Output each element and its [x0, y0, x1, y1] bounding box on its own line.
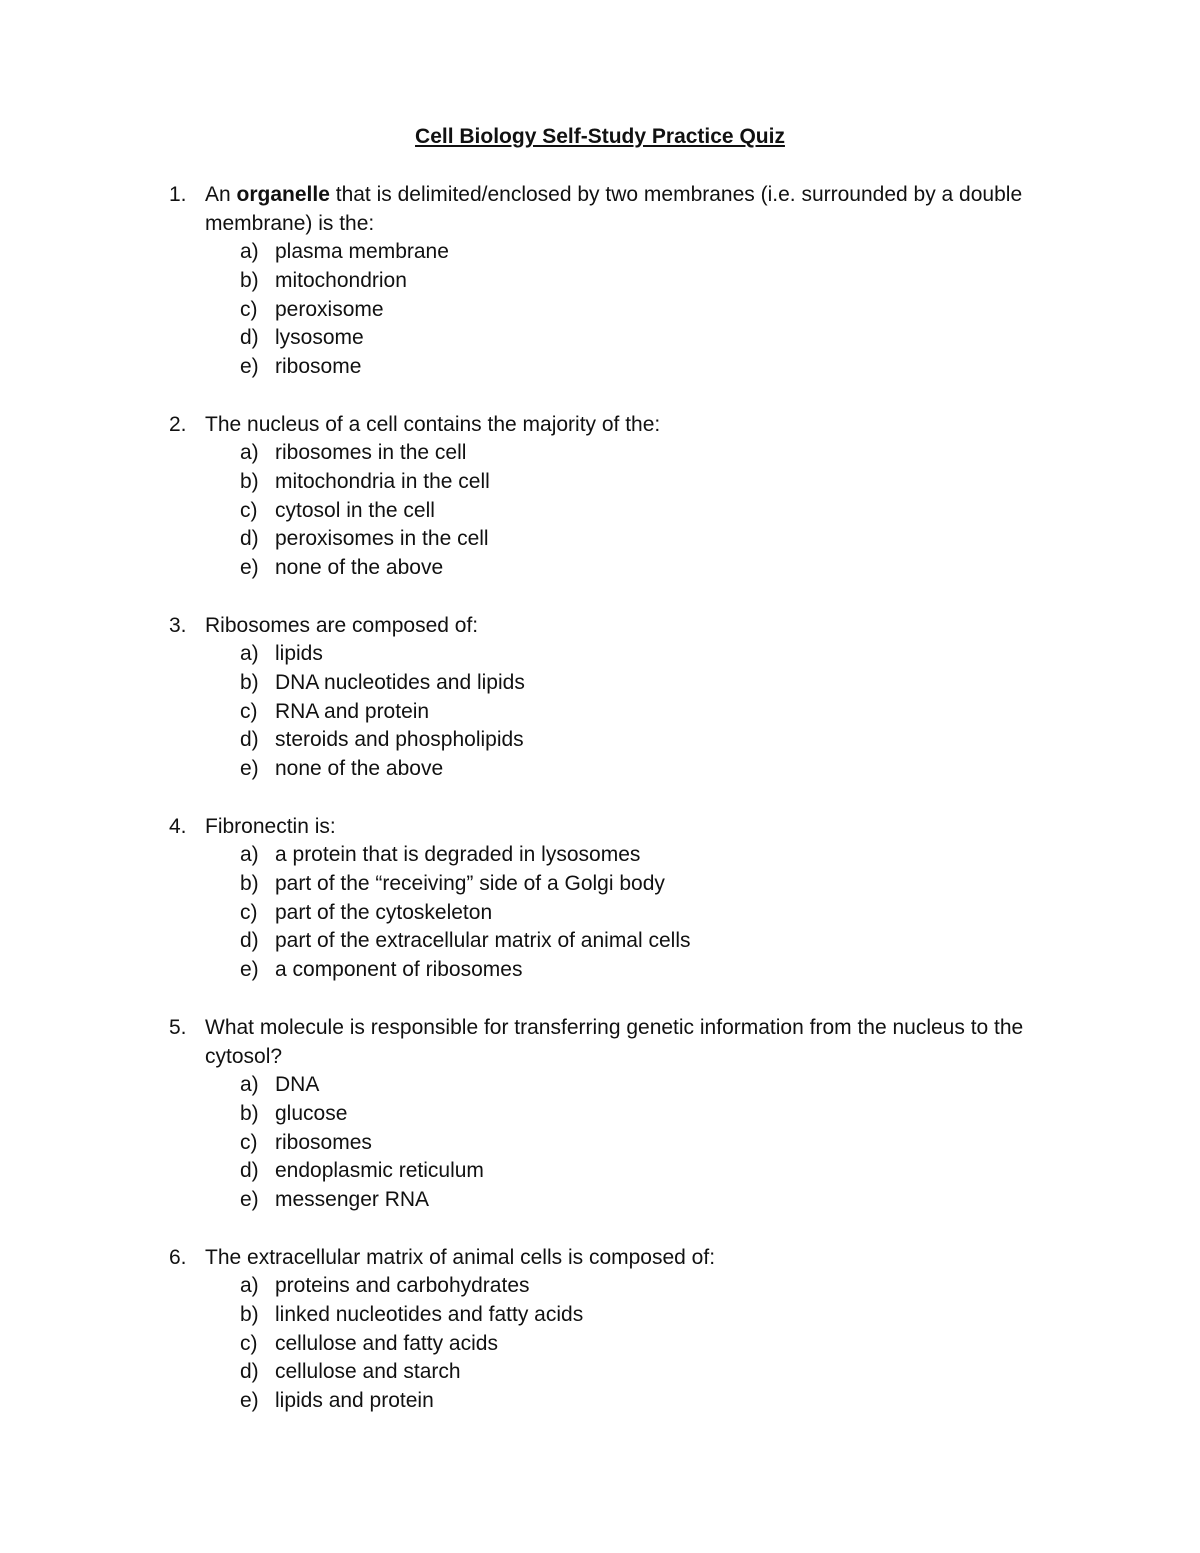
- option-text: peroxisome: [275, 297, 384, 321]
- question-2: [169, 410, 1069, 583]
- option-e: [169, 1186, 1069, 1215]
- option-d: [169, 927, 1069, 956]
- option-a: [169, 439, 1069, 468]
- question-text: Fibronectin is:: [205, 815, 336, 838]
- option-d: [169, 726, 1069, 755]
- option-list: [169, 439, 1069, 583]
- option-list: [169, 640, 1069, 784]
- option-e: [169, 1387, 1069, 1416]
- option-c: [169, 1129, 1069, 1158]
- option-c: [169, 698, 1069, 727]
- option-letter: b): [240, 1302, 259, 1326]
- option-e: [169, 353, 1069, 382]
- option-text: glucose: [275, 1101, 348, 1125]
- option-text: plasma membrane: [275, 240, 449, 263]
- option-letter: c): [240, 900, 258, 924]
- option-text: lysosome: [275, 326, 364, 350]
- option-d: [169, 1157, 1069, 1186]
- option-b: [169, 870, 1069, 899]
- option-c: [169, 296, 1069, 325]
- option-letter: d): [240, 1360, 259, 1384]
- option-list: [169, 1272, 1069, 1416]
- option-b: [169, 1100, 1069, 1129]
- option-letter: c): [240, 699, 258, 723]
- option-letter: a): [240, 843, 259, 866]
- option-text: lipids and protein: [275, 1389, 434, 1413]
- option-letter: a): [240, 1073, 259, 1096]
- option-d: [169, 1358, 1069, 1387]
- option-d: [169, 324, 1069, 353]
- question-number: 6.: [169, 1246, 187, 1269]
- option-text: steroids and phospholipids: [275, 728, 524, 752]
- question-stem: [169, 1013, 1069, 1071]
- option-b: [169, 669, 1069, 698]
- option-b: [169, 468, 1069, 497]
- option-text: DNA: [275, 1073, 320, 1096]
- option-d: [169, 525, 1069, 554]
- option-text: part of the cytoskeleton: [275, 900, 493, 924]
- option-text: endoplasmic reticulum: [275, 1159, 484, 1183]
- option-list: [169, 238, 1069, 382]
- question-number: 4.: [169, 815, 187, 838]
- option-text: none of the above: [275, 556, 444, 580]
- option-text: cellulose and starch: [275, 1360, 461, 1384]
- option-text: linked nucleotides and fatty acids: [275, 1302, 584, 1326]
- option-letter: c): [240, 1331, 258, 1355]
- option-letter: c): [240, 498, 258, 522]
- option-letter: a): [240, 642, 259, 665]
- option-letter: d): [240, 527, 259, 551]
- option-a: [169, 1071, 1069, 1100]
- option-text: part of the “receiving” side of a Golgi body: [275, 871, 665, 895]
- option-letter: d): [240, 929, 259, 953]
- option-c: [169, 497, 1069, 526]
- option-e: [169, 554, 1069, 583]
- option-a: [169, 841, 1069, 870]
- option-text: cellulose and fatty acids: [275, 1331, 498, 1355]
- option-b: [169, 267, 1069, 296]
- question-stem: [169, 180, 1069, 238]
- option-letter: a): [240, 441, 259, 464]
- question-stem: [169, 812, 1069, 841]
- question-text: Ribosomes are composed of:: [205, 614, 479, 637]
- option-list: [169, 841, 1069, 985]
- page-title: Cell Biology Self-Study Practice Quiz: [415, 125, 785, 148]
- option-letter: c): [240, 297, 258, 321]
- option-letter: c): [240, 1130, 258, 1154]
- option-letter: b): [240, 670, 259, 694]
- option-text: mitochondrion: [275, 268, 407, 292]
- option-b: [169, 1301, 1069, 1330]
- option-letter: b): [240, 268, 259, 292]
- option-letter: e): [240, 1188, 259, 1212]
- option-text: ribosomes: [275, 1130, 372, 1154]
- option-text: DNA nucleotides and lipids: [275, 670, 525, 694]
- option-e: [169, 956, 1069, 985]
- option-list: [169, 1071, 1069, 1215]
- option-text: proteins and carbohydrates: [275, 1274, 530, 1297]
- option-letter: d): [240, 326, 259, 350]
- option-letter: b): [240, 1101, 259, 1125]
- question-4: [169, 812, 1069, 985]
- option-letter: e): [240, 556, 259, 580]
- option-text: a component of ribosomes: [275, 958, 523, 982]
- question-text: The nucleus of a cell contains the majority of the:: [205, 413, 661, 436]
- option-a: [169, 1272, 1069, 1301]
- question-number: 3.: [169, 614, 187, 637]
- option-text: peroxisomes in the cell: [275, 527, 489, 551]
- option-text: lipids: [275, 642, 323, 665]
- option-text: part of the extracellular matrix of animal cells: [275, 929, 691, 953]
- option-letter: a): [240, 240, 259, 263]
- option-letter: b): [240, 871, 259, 895]
- option-e: [169, 755, 1069, 784]
- question-text: What molecule is responsible for transferring genetic information from the nucleus to the cytosol?: [205, 1016, 1024, 1068]
- option-text: ribosome: [275, 355, 362, 379]
- option-text: cytosol in the cell: [275, 498, 435, 522]
- option-text: mitochondria in the cell: [275, 469, 490, 493]
- option-letter: e): [240, 1389, 259, 1413]
- question-stem: [169, 1243, 1069, 1272]
- option-letter: e): [240, 355, 259, 379]
- option-text: messenger RNA: [275, 1188, 430, 1212]
- option-c: [169, 1330, 1069, 1359]
- option-letter: e): [240, 757, 259, 781]
- question-number: 1.: [169, 183, 187, 206]
- question-number: 5.: [169, 1016, 187, 1039]
- question-stem: [169, 611, 1069, 640]
- question-1: [169, 180, 1069, 382]
- question-text-bold: organelle: [236, 183, 330, 206]
- option-a: [169, 238, 1069, 267]
- option-a: [169, 640, 1069, 669]
- option-letter: e): [240, 958, 259, 982]
- question-text-after: that is delimited/enclosed by two membranes (i.e. surrounded by a double membrane) is the:: [205, 183, 1023, 235]
- option-text: ribosomes in the cell: [275, 441, 467, 464]
- question-3: [169, 611, 1069, 784]
- question-5: [169, 1013, 1069, 1215]
- option-text: RNA and protein: [275, 699, 430, 723]
- option-letter: a): [240, 1274, 259, 1297]
- question-text-before: An: [205, 183, 237, 206]
- question-stem: [169, 410, 1069, 439]
- question-text: The extracellular matrix of animal cells is composed of:: [205, 1246, 716, 1269]
- option-letter: d): [240, 1159, 259, 1183]
- question-6: [169, 1243, 1069, 1416]
- option-letter: b): [240, 469, 259, 493]
- option-text: none of the above: [275, 757, 444, 781]
- option-letter: d): [240, 728, 259, 752]
- question-number: 2.: [169, 413, 187, 436]
- option-c: [169, 899, 1069, 928]
- option-text: a protein that is degraded in lysosomes: [275, 843, 641, 866]
